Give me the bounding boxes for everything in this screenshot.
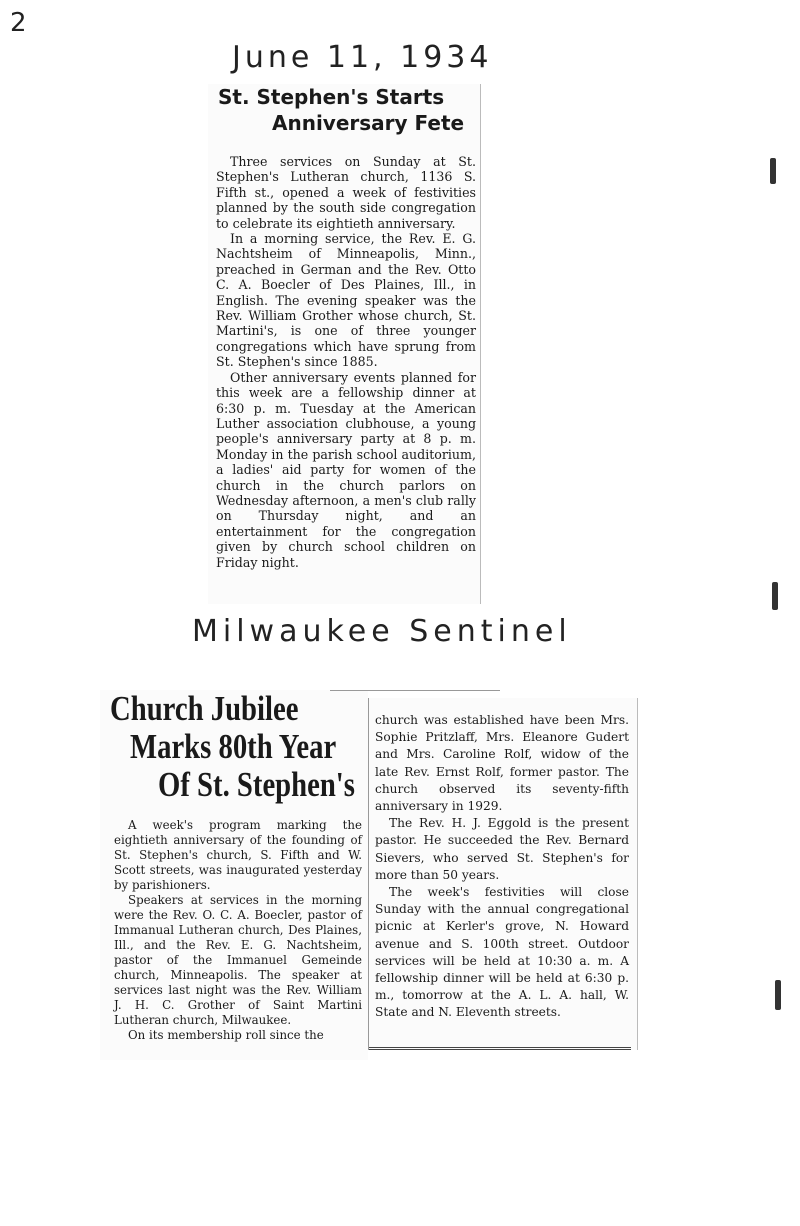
clipping-2-paragraph: A week's program marking the eightieth anniversary of the founding of St. Stephen's church, S. Fifth and W. Scott streets, was inaugurated yesterday by parishioners. bbox=[114, 818, 362, 892]
clipping-2 bbox=[100, 690, 368, 1060]
clipping-2-paragraph: On its membership roll since the bbox=[128, 1028, 324, 1042]
clipping-1-paragraph: Three services on Sunday at St. Stephen's Lutheran church, 1136 S. Fifth st., opened a week of festivities planned by the south side congregation to celebrate its eightieth anniversary. bbox=[216, 154, 476, 231]
clipping-3-paragraph: The week's festivities will close Sunday with the annual congregational picnic at Kerler's grove, N. Howard avenue and S. 100th street. Outdoor services will be held at 10:30 a. m. A fellowship dinner will be held at 6:30 p. m., tomorrow at the A. L. A. hall, W. State and N. Eleventh streets. bbox=[375, 885, 629, 1020]
clipping-1-headline-line1: St. Stephen's Starts bbox=[218, 85, 445, 109]
clipping-2-headline-line3: Of St. Stephen's bbox=[158, 765, 355, 804]
clipping-3-end-rule bbox=[369, 1047, 631, 1050]
clipping-1-headline-line2: Anniversary Fete bbox=[272, 111, 465, 135]
clipping-1-paragraph: In a morning service, the Rev. E. G. Nachtsheim of Minneapolis, Minn., preached in German and the Rev. Otto C. A. Boecler of Des Plaines, Ill., in English. The evening speaker was the Rev. William Grother whose church, St. Martini's, is one of three younger congregations which have sprung from St. Stephen's since 1885. bbox=[216, 231, 476, 370]
handwritten-source: Milwaukee Sentinel bbox=[192, 614, 572, 649]
clipping-2-paragraph: Speakers at services in the morning were the Rev. O. C. A. Boecler, pastor of Immanual Lutheran church, Des Plaines, Ill., and the Rev. E. G. Nachtsheim, pastor of the Immanuel Gemeinde church, Minneapolis. The speaker at services last night was the Rev. William J. H. C. Grother of Saint Martini Lutheran church, Milwaukee. bbox=[114, 893, 362, 1027]
clipping-1-body bbox=[216, 154, 476, 570]
clipping-1-paragraph: Other anniversary events planned for this week are a fellowship dinner at 6:30 p. m. Tuesday at the American Luther association clubhouse, a young people's anniversary party at 8 p. m. Monday in the parish school auditorium, a ladies' aid party for women of the church in the church parlors on Wednesday afternoon, a men's club rally on Thursday night, and an entertainment for the congregation given by church school children on Friday night. bbox=[216, 369, 476, 570]
clipping-1 bbox=[208, 84, 481, 604]
binder-hole-mark bbox=[770, 158, 776, 184]
page-number: 2 bbox=[10, 8, 27, 38]
binder-hole-mark bbox=[772, 582, 778, 610]
binder-hole-mark bbox=[775, 980, 781, 1010]
handwritten-date: June 11, 1934 bbox=[232, 40, 493, 75]
clipping-2-headline-line1: Church Jubilee bbox=[110, 689, 299, 728]
clipping-2-body bbox=[114, 818, 362, 1043]
clipping-3-paragraph: The Rev. H. J. Eggold is the present pastor. He succeeded the Rev. Bernard Sievers, who served St. Stephen's for more than 50 years. bbox=[375, 816, 629, 882]
clipping-3-paragraph: church was established have been Mrs. Sophie Pritzlaff, Mrs. Eleanore Gudert and Mrs. Caroline Rolf, widow of the late Rev. Ernst Rolf, former pastor. The church observed its seventy-fifth anniversary in 1929. bbox=[375, 713, 629, 814]
clipping-2-top-rule bbox=[330, 690, 500, 691]
clipping-3 bbox=[368, 698, 638, 1050]
clipping-2-headline-line2: Marks 80th Year bbox=[130, 727, 337, 766]
clipping-3-body bbox=[375, 712, 629, 1022]
